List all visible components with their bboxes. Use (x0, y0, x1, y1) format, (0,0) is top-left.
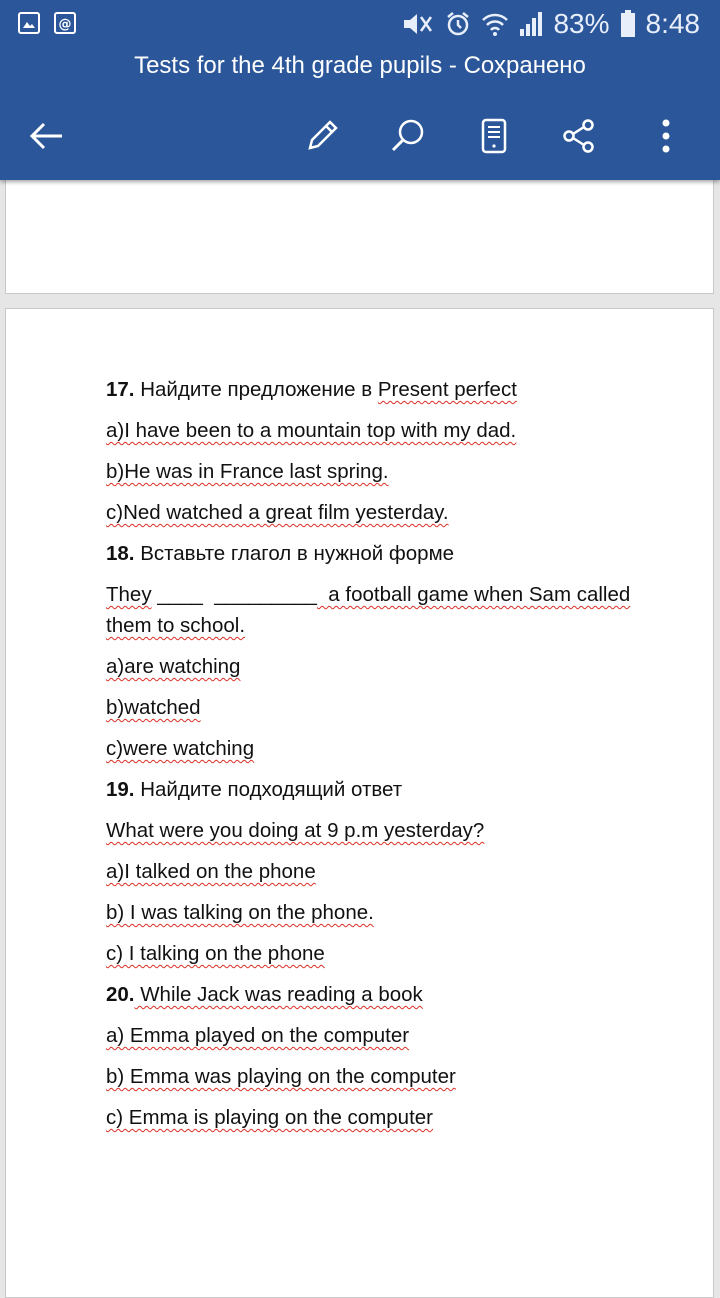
question-19-heading (106, 778, 402, 802)
question-prompt: While Jack was reading a book (134, 983, 423, 1006)
share-button[interactable] (551, 108, 607, 164)
question-17-heading (106, 378, 517, 402)
q17-option-a: a)I have been to a mountain top with my dad. (106, 419, 517, 442)
wifi-icon (481, 11, 509, 37)
q18-option-a: a)are watching (106, 655, 241, 678)
question-prompt: Найдите предложение в (134, 378, 378, 401)
signal-icon (519, 11, 543, 37)
q18-option-b: b)watched (106, 696, 201, 719)
alarm-icon (445, 11, 471, 37)
question-number: 17. (106, 378, 135, 401)
q20-option-c: c) Emma is playing on the computer (106, 1106, 433, 1129)
q17-option-b: b)He was in France last spring. (106, 460, 389, 483)
question-number: 18. (106, 542, 135, 565)
question-number: 20. (106, 983, 135, 1006)
mobile-view-icon (474, 116, 514, 156)
more-options-button[interactable] (638, 108, 694, 164)
mobile-view-button[interactable] (466, 108, 522, 164)
app-bar (0, 0, 720, 180)
question-term: Present perfect (377, 378, 517, 401)
search-button[interactable] (380, 108, 436, 164)
question-prompt: Вставьте глагол в нужной форме (134, 542, 455, 565)
q20-option-a: a) Emma played on the computer (106, 1024, 410, 1047)
q18-sentence-line-2: them to school. (106, 614, 246, 637)
q17-option-c: c)Ned watched a great film yesterday. (106, 501, 449, 524)
question-20-heading (106, 983, 423, 1007)
mute-icon (401, 11, 435, 37)
q18-sentence-line-1 (106, 583, 630, 607)
document-page-previous[interactable] (5, 160, 714, 294)
q20-option-b: b) Emma was playing on the computer (106, 1065, 456, 1088)
q19-option-a: a)I talked on the phone (106, 860, 316, 883)
battery-icon (620, 10, 636, 38)
q19-option-b: b) I was talking on the phone. (106, 901, 374, 924)
question-number: 19. (106, 778, 135, 801)
clock: 8:48 (645, 8, 700, 39)
blank-2: _________ (214, 583, 317, 606)
back-button[interactable] (18, 108, 74, 164)
q19-option-c: c) I talking on the phone (106, 942, 325, 965)
edit-button[interactable] (294, 108, 350, 164)
gallery-icon (18, 12, 40, 34)
q18-option-c: c)were watching (106, 737, 255, 760)
status-bar (0, 0, 720, 48)
question-prompt: Найдите подходящий ответ (134, 778, 403, 801)
blank-1: ____ (151, 583, 215, 606)
svg-text:@: @ (58, 17, 72, 32)
share-icon (559, 116, 599, 156)
question-18-heading (106, 542, 454, 566)
document-title: Tests for the 4th grade pupils - Сохранено (134, 52, 586, 79)
toolbar (0, 100, 720, 170)
q19-question: What were you doing at 9 p.m yesterday? (106, 819, 485, 842)
more-options-icon (646, 116, 686, 156)
search-icon (388, 116, 428, 156)
back-arrow-icon (26, 116, 66, 156)
edit-pencil-icon (302, 116, 342, 156)
document-page-current[interactable] (5, 308, 714, 1298)
battery-percent: 83% (553, 8, 610, 39)
email-icon (54, 12, 76, 34)
sentence-start: They (106, 583, 152, 606)
sentence-middle: a football game when Sam called (316, 583, 631, 606)
